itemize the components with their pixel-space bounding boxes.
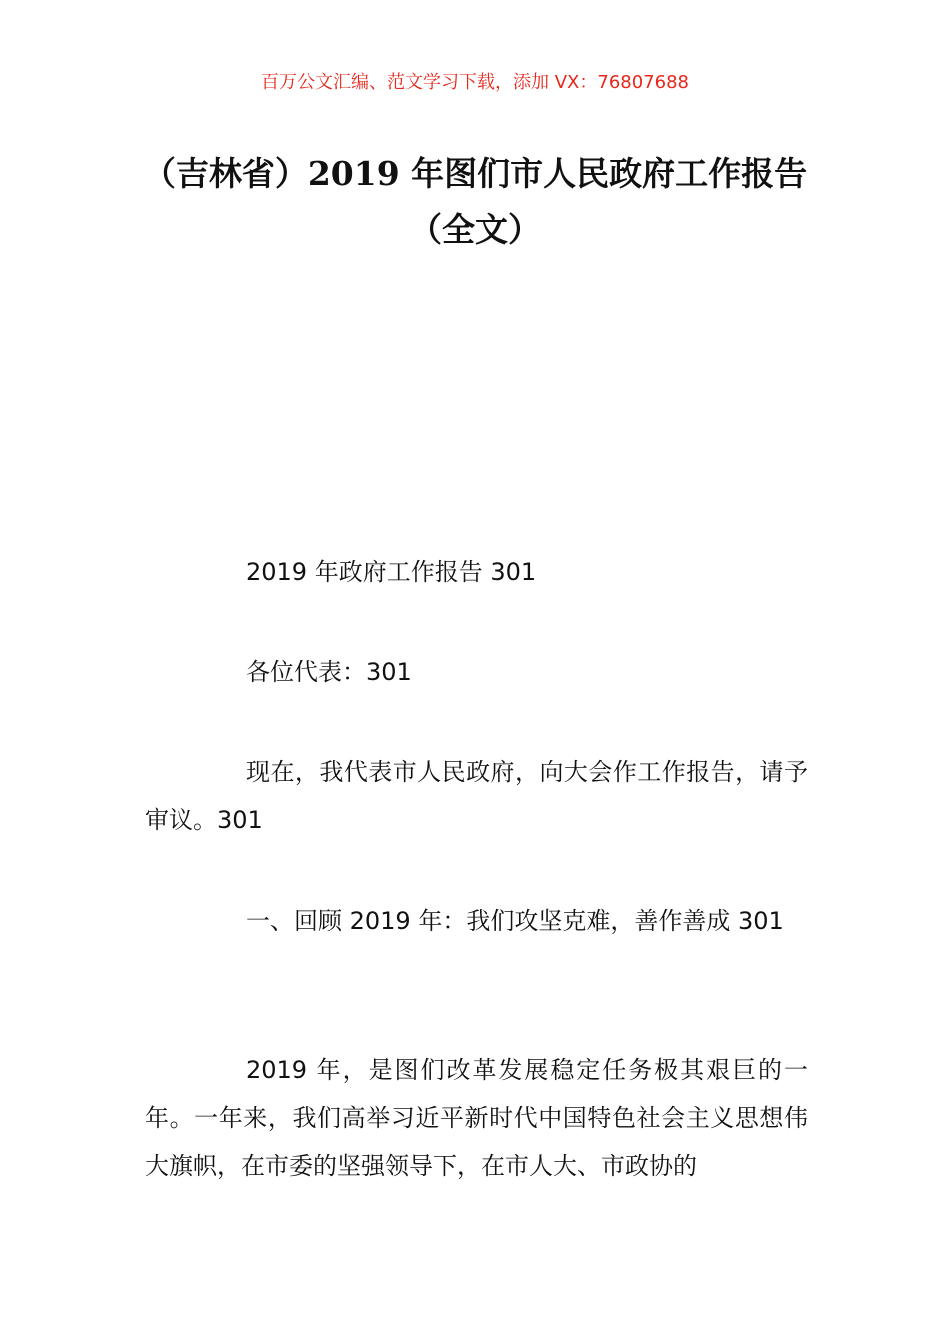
paragraph-section-heading: 一、回顾 2019 年：我们攻坚克难，善作善成 301 [246, 907, 784, 935]
paragraph-review: 2019 年，是图们改革发展稳定任务极其艰巨的一年。一年来，我们高举习近平新时代中国特色社会主义思想伟大旗帜，在市委的坚强领导下，在市人大、市政协的 [145, 1056, 808, 1180]
paragraph-salutation: 各位代表：301 [246, 658, 412, 686]
paragraph-report-heading: 2019 年政府工作报告 301 [246, 558, 537, 586]
paragraph-intro: 现在，我代表市人民政府，向大会作工作报告，请予审议。301 [145, 758, 808, 834]
document-title: （吉林省）2019 年图们市人民政府工作报告（全文） [142, 154, 808, 249]
promo-banner: 百万公文汇编、范文学习下载，添加 VX：76807688 [261, 72, 689, 93]
